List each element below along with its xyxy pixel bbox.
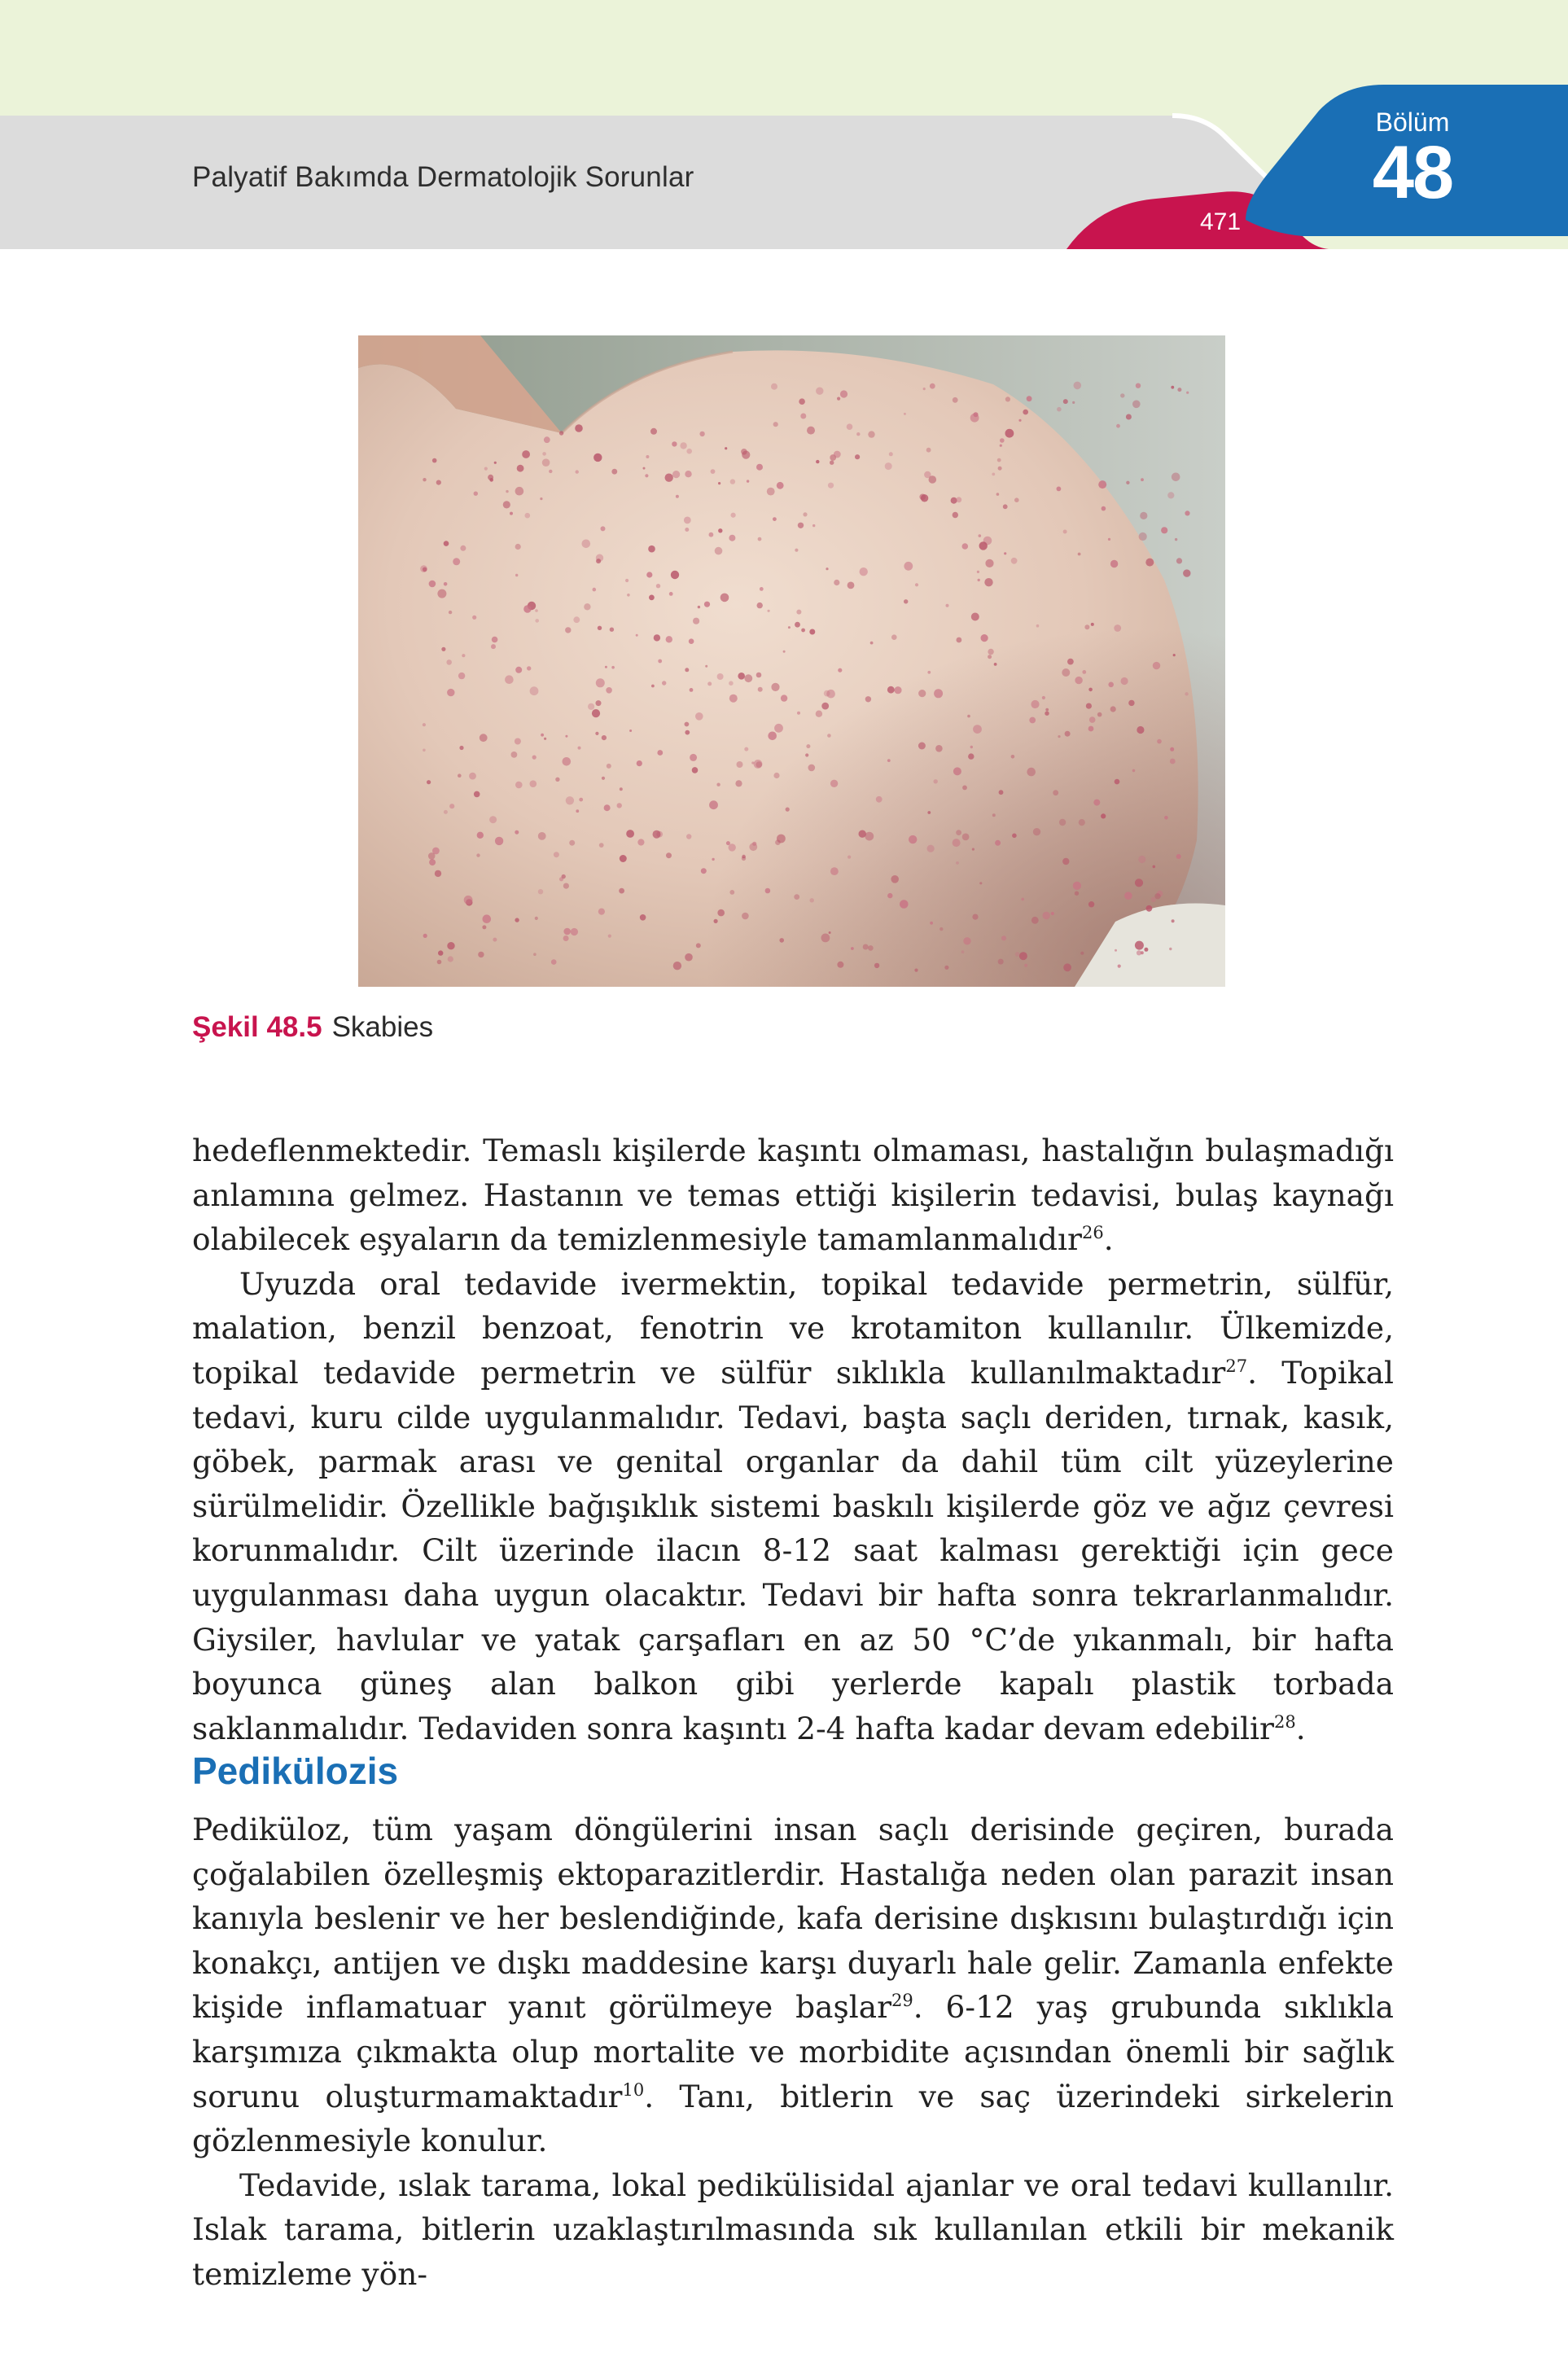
reference-superscript: 28 xyxy=(1273,1711,1296,1732)
section-heading: Pedikülozis xyxy=(192,1750,399,1792)
page-number: 471 xyxy=(1200,208,1242,235)
figure-label: Şekil 48.5 xyxy=(192,1011,322,1043)
chapter-number: 48 xyxy=(1372,131,1453,214)
header-banner xyxy=(0,0,1568,249)
reference-superscript: 29 xyxy=(891,1991,913,2011)
running-title: Palyatif Bakımda Dermatolojik Sorunlar xyxy=(192,161,694,193)
paragraph: Pediküloz, tüm yaşam döngülerini insan saçlı derisinde geçiren, burada çoğalabilen özelleşmiş ektoparazitlerdir. Hastalığa neden olan parazit insan kanıyla beslenir ve her beslendiğinde, kafa derisine dışkısını bulaştırdığı için konakçı, antijen ve dışkı maddesine karşı duyarlı hale gelir. Zamanla enfekte kişide inflamatuar yanıt görülmeye başlar$^{29}$. 6-12 yaş grubunda sıklıkla karşımıza çıkmakta olup mortalite ve morbidite açısından önemli bir sağlık sorunu oluşturmamaktadır$^{10}$. Tanı, bitlerin ve saç üzerindeki sirkelerin gözlenmesiyle konulur. xyxy=(192,1812,1394,2159)
figure-photo-skabies xyxy=(358,335,1225,987)
chapter-label: Bölüm xyxy=(1375,107,1450,137)
reference-superscript: 27 xyxy=(1225,1356,1248,1376)
body-text-upper xyxy=(192,1128,1394,1750)
reference-superscript: 10 xyxy=(622,2079,645,2100)
paragraph: Uyuzda oral tedavide ivermektin, topikal tedavide permetrin, sülfür, malation, benzil benzoat, fenotrin ve krotamiton kullanılır. Ülkemizde, topikal tedavide permetrin ve sülfür sıklıkla kullanılmaktadır$^{27}$. Topikal tedavi, kuru cilde uygulanmalıdır. Tedavi, başta saçlı deriden, tırnak, kasık, göbek, parmak arası ve genital organlar da dahil tüm cilt yüzeylerine sürülmelidir. Özellikle bağışıklık sistemi baskılı kişilerde göz ve ağız çevresi korunmalıdır. Cilt üzerinde ilacın 8-12 saat kalması gerektiği için gece uygulanması daha uygun olacaktır. Tedavi bir hafta sonra tekrarlanmalıdır. Giysiler, havlular ve yatak çarşafları en az 50 °C’de yıkanmalı, bir hafta boyunca güneş alan balkon gibi yerlerde kapalı plastik torbada saklanmalıdır. Tedaviden sonra kaşıntı 2-4 hafta kadar devam edebilir$^{28}$. xyxy=(192,1265,1394,1746)
paragraph: hedeflenmektedir. Temaslı kişilerde kaşıntı olmaması, hastalığın bulaşmadığı anlamına gelmez. Hastanın ve temas ettiği kişilerin tedavisi, bulaş kaynağı olabilecek eşyaların da temizlenmesiyle tamamlanmalıdır$^{26}$. xyxy=(192,1133,1394,1258)
figure-caption-text: Skabies xyxy=(331,1011,434,1043)
paragraph: Tedavide, ıslak tarama, lokal pedikülisidal ajanlar ve oral tedavi kullanılır. Islak tarama, bitlerin uzaklaştırılmasında sık kullanılan etkili bir mekanik temizleme yön- xyxy=(192,2167,1394,2292)
page-header xyxy=(0,0,1568,249)
body-text-lower xyxy=(192,1807,1394,2297)
figure-caption xyxy=(192,1011,433,1044)
reference-superscript: 26 xyxy=(1081,1223,1104,1243)
